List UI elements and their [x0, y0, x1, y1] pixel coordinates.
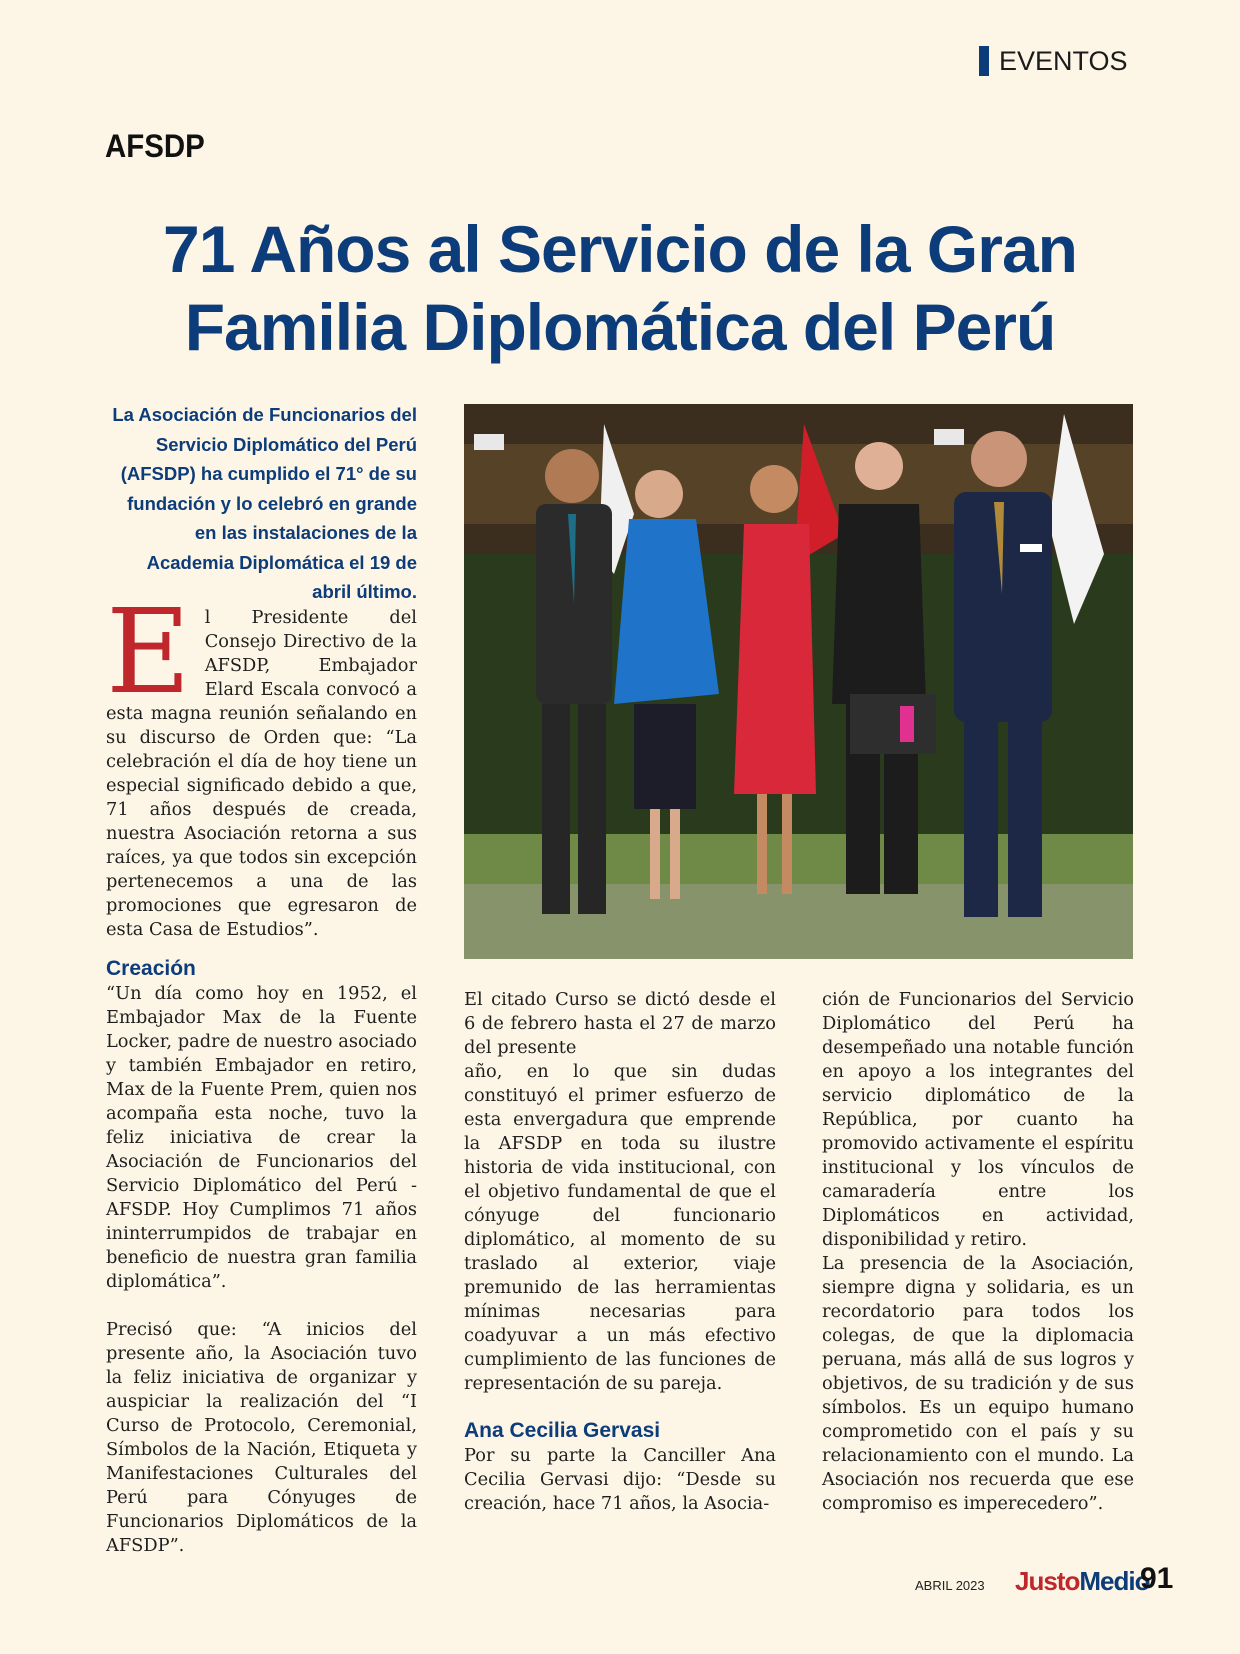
event-photo [464, 404, 1133, 959]
lead-paragraph: La Asociación de Funcionarios del Servicio Diplomático del Perú (AFSDP) ha cumplido el 71° de su fundación y lo celebró en grande en las instalaciones de la Academia Diplomática el 19 de abril último. [112, 404, 417, 602]
preciso-paragraph: Precisó que: “A inicios del presente año, la Asociación tuvo la feliz iniciativa de organizar y auspiciar la realización del “I Curso de Protocolo, Ceremonial, Símbolos de la Nación, Etiqueta y Manifestaciones Culturales del Perú para Cónyuges de Funcionarios Diplomáticos de la AFSDP”. [106, 1319, 417, 1556]
drop-cap: E [106, 585, 191, 720]
article-title [60, 210, 1180, 366]
brand-part-a: Justo [1015, 1566, 1080, 1596]
intro-paragraph: l Presidente del Consejo Directivo de la AFSDP, Embajador Elard Escala convocó a esta magna reunión señalando en su discurso de Orden que: “La celebración el día de hoy tiene un especial significado debido a que, 71 años después de creada, nuestra Asociación retorna a sus raíces, ya que todos sin excepción pertenecemos a una de las promociones que egresaron de esta Casa de Estudios”. [106, 607, 417, 940]
curso-paragraph: El citado Curso se dictó desde el 6 de febrero hasta el 27 de marzo del presente [464, 989, 776, 1058]
kicker: AFSDP [105, 128, 205, 164]
creacion-paragraph: “Un día como hoy en 1952, el Embajador Max de la Fuente Locker, padre de nuestro asociado y también Embajador en retiro, Max de la Fuente Prem, quien nos acompaña esta noche, tuvo la feliz iniciativa de crear la Asociación de Funcionarios del Servicio Diplomático del Perú - AFSDP. Hoy Cumplimos 71 años ininterrumpidos de trabajar en beneficio de nuestra gran familia diplomática”. [106, 983, 417, 1292]
column-2 [464, 988, 776, 1516]
subhead-gervasi: Ana Cecilia Gervasi [464, 1419, 661, 1442]
footer-date: ABRIL 2023 [915, 1578, 985, 1593]
brand-part-b: Medio [1079, 1566, 1150, 1596]
title-line-1: 71 Años al Servicio de la Gran [163, 212, 1077, 286]
presencia-paragraph: La presencia de la Asociación, siempre digna y solidaria, es un recordatorio para todos los colegas, de que la diplomacia peruana, más allá de sus logros y objetivos, de su tradición y de sus símbolos. Es un equipo humano comprometido con el país y su relacionamiento con el mundo. La Asociación nos recuerda que ese compromiso es imperecedero”. [822, 1253, 1134, 1514]
curso-paragraph-cont: año, en lo que sin dudas constituyó el primer esfuerzo de esta envergadura que emprende la AFSDP en toda su ilustre historia de vida institucional, con el objetivo fundamental de que el cónyuge del funcionario diplomático, al momento de su traslado al exterior, viaje premunido de las herramientas mínimas necesarias para coadyuvar a un más efectivo cumplimiento de las funciones de representación de su pareja. [464, 1061, 776, 1394]
group-photo-five-people-icon [464, 404, 1133, 959]
column-3 [822, 988, 1134, 1516]
section-tag: EVENTOS [979, 46, 1128, 76]
column-1 [106, 585, 417, 1558]
footer-brand-logo [1015, 1566, 1149, 1597]
subhead-creacion: Creación [106, 957, 196, 980]
asociacion-paragraph: ción de Funcionarios del Servicio Diplomático del Perú ha desempeñado una notable función en apoyo a los integrantes del servicio diplomático de la República, por cuanto ha promovido activamente el espíritu institucional y los vínculos de camaradería entre los Diplomáticos en actividad, disponibilidad y retiro. [822, 989, 1134, 1250]
gervasi-paragraph: Por su parte la Canciller Ana Cecilia Gervasi dijo: “Desde su creación, hace 71 años, la Asocia- [464, 1445, 776, 1514]
title-line-2: Familia Diplomática del Perú [184, 290, 1056, 364]
page-number: 91 [1140, 1562, 1174, 1595]
